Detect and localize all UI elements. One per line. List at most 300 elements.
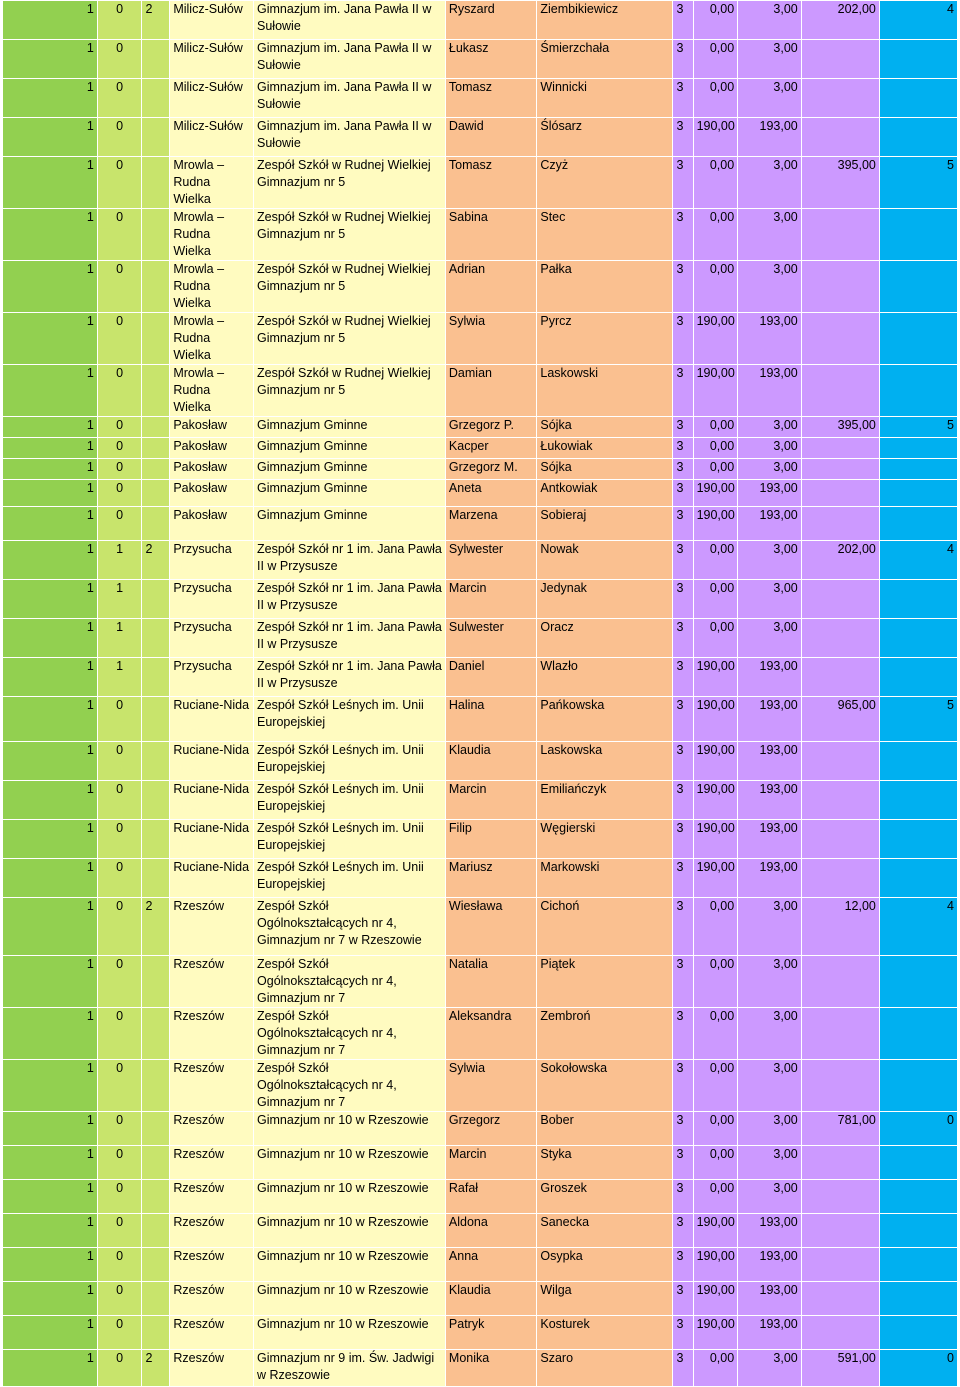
cell-rank: 4	[879, 541, 957, 580]
cell-flag-b: 0	[97, 157, 142, 209]
cell-value-1: 0,00	[693, 209, 738, 261]
cell-flag-a: 1	[3, 1112, 98, 1146]
cell-last-name: Sobieraj	[537, 507, 673, 541]
cell-school: Zespół Szkół Ogólnokształcących nr 4, Gimnazjum nr 7 w Rzeszowie	[254, 898, 446, 956]
cell-rank	[879, 1282, 957, 1316]
cell-count: 3	[673, 209, 693, 261]
cell-count: 3	[673, 781, 693, 820]
cell-flag-c	[142, 1214, 170, 1248]
cell-count: 3	[673, 118, 693, 157]
cell-last-name: Pańkowska	[537, 697, 673, 742]
cell-first-name: Natalia	[445, 956, 536, 1008]
cell-flag-c	[142, 365, 170, 417]
cell-last-name: Szaro	[537, 1350, 673, 1387]
cell-rank	[879, 1060, 957, 1112]
cell-value-1: 190,00	[693, 313, 738, 365]
cell-flag-b: 0	[97, 1214, 142, 1248]
cell-school: Zespół Szkół Leśnych im. Unii Europejskiej	[254, 859, 446, 898]
cell-count: 3	[673, 898, 693, 956]
cell-flag-b: 0	[97, 820, 142, 859]
cell-city: Przysucha	[170, 541, 254, 580]
cell-first-name: Mariusz	[445, 859, 536, 898]
cell-value-2: 3,00	[738, 898, 802, 956]
cell-last-name: Bober	[537, 1112, 673, 1146]
cell-value-2: 3,00	[738, 438, 802, 459]
cell-value-2: 3,00	[738, 1, 802, 40]
cell-first-name: Marcin	[445, 1146, 536, 1180]
cell-count: 3	[673, 742, 693, 781]
cell-last-name: Sójka	[537, 417, 673, 438]
cell-count: 3	[673, 261, 693, 313]
cell-first-name: Filip	[445, 820, 536, 859]
cell-count: 3	[673, 658, 693, 697]
table-row	[3, 658, 958, 697]
table-row	[3, 79, 958, 118]
cell-city: Mrowla – Rudna Wielka	[170, 209, 254, 261]
cell-value-2: 193,00	[738, 507, 802, 541]
cell-value-2: 193,00	[738, 1282, 802, 1316]
cell-school: Zespół Szkół w Rudnej Wielkiej Gimnazjum nr 5	[254, 313, 446, 365]
cell-flag-b: 0	[97, 118, 142, 157]
cell-value-2: 3,00	[738, 459, 802, 480]
cell-value-1: 190,00	[693, 742, 738, 781]
cell-count: 3	[673, 313, 693, 365]
cell-value-2: 193,00	[738, 658, 802, 697]
cell-city: Mrowla – Rudna Wielka	[170, 157, 254, 209]
cell-value-2: 3,00	[738, 1180, 802, 1214]
cell-first-name: Patryk	[445, 1316, 536, 1350]
table-row	[3, 118, 958, 157]
cell-flag-b: 0	[97, 459, 142, 480]
cell-flag-c	[142, 1008, 170, 1060]
cell-total	[801, 1146, 879, 1180]
cell-city: Rzeszów	[170, 898, 254, 956]
cell-total	[801, 438, 879, 459]
cell-count: 3	[673, 580, 693, 619]
cell-city: Przysucha	[170, 619, 254, 658]
cell-first-name: Marzena	[445, 507, 536, 541]
cell-flag-c: 2	[142, 1350, 170, 1387]
cell-last-name: Laskowska	[537, 742, 673, 781]
cell-flag-c	[142, 1146, 170, 1180]
cell-city: Rzeszów	[170, 1180, 254, 1214]
table-row	[3, 480, 958, 507]
cell-flag-a: 1	[3, 1008, 98, 1060]
cell-value-1: 0,00	[693, 956, 738, 1008]
cell-flag-c	[142, 459, 170, 480]
cell-last-name: Stec	[537, 209, 673, 261]
cell-rank	[879, 480, 957, 507]
cell-flag-a: 1	[3, 118, 98, 157]
cell-flag-c	[142, 742, 170, 781]
table-row	[3, 417, 958, 438]
cell-value-2: 3,00	[738, 40, 802, 79]
cell-first-name: Klaudia	[445, 1282, 536, 1316]
cell-city: Milicz-Sułów	[170, 40, 254, 79]
cell-city: Przysucha	[170, 658, 254, 697]
cell-school: Zespół Szkół w Rudnej Wielkiej Gimnazjum nr 5	[254, 365, 446, 417]
cell-last-name: Ślósarz	[537, 118, 673, 157]
cell-count: 3	[673, 820, 693, 859]
cell-total	[801, 480, 879, 507]
cell-flag-a: 1	[3, 459, 98, 480]
cell-value-1: 0,00	[693, 459, 738, 480]
cell-count: 3	[673, 1248, 693, 1282]
cell-count: 3	[673, 697, 693, 742]
cell-value-2: 3,00	[738, 157, 802, 209]
cell-rank	[879, 313, 957, 365]
table-row	[3, 697, 958, 742]
cell-flag-c: 2	[142, 898, 170, 956]
cell-flag-c	[142, 261, 170, 313]
cell-school: Zespół Szkół Leśnych im. Unii Europejskiej	[254, 781, 446, 820]
table-row	[3, 859, 958, 898]
cell-school: Zespół Szkół Leśnych im. Unii Europejskiej	[254, 820, 446, 859]
cell-flag-a: 1	[3, 859, 98, 898]
cell-city: Rzeszów	[170, 1248, 254, 1282]
table-row	[3, 261, 958, 313]
cell-flag-c	[142, 157, 170, 209]
cell-city: Rzeszów	[170, 1350, 254, 1387]
cell-count: 3	[673, 507, 693, 541]
cell-school: Gimnazjum nr 10 w Rzeszowie	[254, 1180, 446, 1214]
cell-last-name: Markowski	[537, 859, 673, 898]
table-row	[3, 1060, 958, 1112]
table-row	[3, 541, 958, 580]
cell-first-name: Tomasz	[445, 157, 536, 209]
cell-count: 3	[673, 1214, 693, 1248]
cell-flag-b: 0	[97, 40, 142, 79]
cell-count: 3	[673, 1060, 693, 1112]
cell-flag-c	[142, 438, 170, 459]
cell-flag-b: 0	[97, 859, 142, 898]
cell-total: 395,00	[801, 417, 879, 438]
cell-flag-c	[142, 1180, 170, 1214]
cell-total	[801, 209, 879, 261]
cell-school: Gimnazjum nr 10 w Rzeszowie	[254, 1248, 446, 1282]
cell-flag-b: 0	[97, 261, 142, 313]
cell-school: Gimnazjum im. Jana Pawła II w Sułowie	[254, 40, 446, 79]
cell-value-1: 0,00	[693, 1060, 738, 1112]
cell-count: 3	[673, 417, 693, 438]
cell-count: 3	[673, 459, 693, 480]
cell-count: 3	[673, 1112, 693, 1146]
cell-rank: 5	[879, 157, 957, 209]
cell-last-name: Pyrcz	[537, 313, 673, 365]
cell-value-2: 193,00	[738, 859, 802, 898]
cell-first-name: Kacper	[445, 438, 536, 459]
cell-first-name: Anna	[445, 1248, 536, 1282]
cell-flag-a: 1	[3, 40, 98, 79]
cell-school: Zespół Szkół w Rudnej Wielkiej Gimnazjum nr 5	[254, 209, 446, 261]
cell-value-1: 0,00	[693, 438, 738, 459]
cell-first-name: Sabina	[445, 209, 536, 261]
cell-city: Pakosław	[170, 480, 254, 507]
cell-last-name: Winnicki	[537, 79, 673, 118]
cell-value-2: 3,00	[738, 1350, 802, 1387]
cell-first-name: Daniel	[445, 658, 536, 697]
cell-total	[801, 619, 879, 658]
cell-value-1: 0,00	[693, 898, 738, 956]
cell-flag-b: 0	[97, 1060, 142, 1112]
cell-value-2: 3,00	[738, 619, 802, 658]
cell-value-1: 190,00	[693, 1248, 738, 1282]
table-row	[3, 619, 958, 658]
cell-value-2: 3,00	[738, 261, 802, 313]
cell-flag-c	[142, 956, 170, 1008]
cell-total	[801, 859, 879, 898]
table-row	[3, 820, 958, 859]
cell-flag-a: 1	[3, 1180, 98, 1214]
cell-flag-c	[142, 79, 170, 118]
cell-last-name: Styka	[537, 1146, 673, 1180]
cell-flag-a: 1	[3, 209, 98, 261]
cell-total	[801, 956, 879, 1008]
cell-flag-b: 1	[97, 658, 142, 697]
cell-flag-b: 0	[97, 1316, 142, 1350]
cell-value-1: 190,00	[693, 820, 738, 859]
cell-flag-a: 1	[3, 1350, 98, 1387]
cell-flag-b: 0	[97, 209, 142, 261]
cell-last-name: Laskowski	[537, 365, 673, 417]
cell-flag-c	[142, 619, 170, 658]
cell-last-name: Łukowiak	[537, 438, 673, 459]
cell-flag-a: 1	[3, 507, 98, 541]
cell-city: Milicz-Sułów	[170, 79, 254, 118]
cell-rank	[879, 1146, 957, 1180]
cell-city: Rzeszów	[170, 1146, 254, 1180]
cell-last-name: Oracz	[537, 619, 673, 658]
cell-rank	[879, 956, 957, 1008]
cell-rank	[879, 619, 957, 658]
cell-rank	[879, 1180, 957, 1214]
cell-count: 3	[673, 1180, 693, 1214]
cell-school: Zespół Szkół w Rudnej Wielkiej Gimnazjum nr 5	[254, 261, 446, 313]
cell-flag-a: 1	[3, 1316, 98, 1350]
table-row	[3, 1180, 958, 1214]
cell-count: 3	[673, 480, 693, 507]
cell-count: 3	[673, 1008, 693, 1060]
cell-flag-b: 0	[97, 1008, 142, 1060]
cell-flag-a: 1	[3, 1248, 98, 1282]
cell-flag-a: 1	[3, 580, 98, 619]
cell-rank	[879, 859, 957, 898]
cell-total	[801, 1282, 879, 1316]
cell-rank	[879, 459, 957, 480]
cell-city: Rzeszów	[170, 1316, 254, 1350]
cell-flag-a: 1	[3, 541, 98, 580]
table-row	[3, 1248, 958, 1282]
cell-last-name: Kosturek	[537, 1316, 673, 1350]
cell-value-2: 193,00	[738, 480, 802, 507]
cell-total	[801, 1180, 879, 1214]
table-row	[3, 781, 958, 820]
cell-first-name: Sulwester	[445, 619, 536, 658]
cell-value-1: 190,00	[693, 118, 738, 157]
cell-school: Gimnazjum Gminne	[254, 459, 446, 480]
cell-first-name: Wiesława	[445, 898, 536, 956]
cell-value-1: 190,00	[693, 781, 738, 820]
cell-school: Gimnazjum nr 10 w Rzeszowie	[254, 1112, 446, 1146]
cell-school: Gimnazjum Gminne	[254, 480, 446, 507]
cell-flag-b: 0	[97, 898, 142, 956]
cell-total	[801, 507, 879, 541]
cell-value-2: 193,00	[738, 1248, 802, 1282]
cell-total: 202,00	[801, 1, 879, 40]
cell-flag-c	[142, 1248, 170, 1282]
cell-value-1: 0,00	[693, 417, 738, 438]
cell-city: Milicz-Sułów	[170, 118, 254, 157]
cell-value-2: 3,00	[738, 79, 802, 118]
cell-city: Rzeszów	[170, 1060, 254, 1112]
cell-rank: 4	[879, 898, 957, 956]
cell-rank	[879, 580, 957, 619]
cell-last-name: Ziembikiewicz	[537, 1, 673, 40]
cell-city: Ruciane-Nida	[170, 697, 254, 742]
cell-value-1: 190,00	[693, 1214, 738, 1248]
table-row	[3, 40, 958, 79]
cell-flag-a: 1	[3, 261, 98, 313]
cell-flag-c	[142, 417, 170, 438]
cell-rank: 0	[879, 1350, 957, 1387]
cell-flag-c	[142, 580, 170, 619]
cell-last-name: Węgierski	[537, 820, 673, 859]
cell-first-name: Damian	[445, 365, 536, 417]
cell-last-name: Emiliańczyk	[537, 781, 673, 820]
cell-city: Mrowla – Rudna Wielka	[170, 313, 254, 365]
cell-flag-a: 1	[3, 658, 98, 697]
cell-flag-b: 0	[97, 507, 142, 541]
cell-value-1: 0,00	[693, 1008, 738, 1060]
cell-total	[801, 459, 879, 480]
cell-total	[801, 742, 879, 781]
table-row	[3, 1282, 958, 1316]
cell-school: Gimnazjum nr 9 im. Św. Jadwigi w Rzeszowie	[254, 1350, 446, 1387]
cell-value-2: 193,00	[738, 820, 802, 859]
cell-last-name: Czyż	[537, 157, 673, 209]
cell-first-name: Sylwia	[445, 1060, 536, 1112]
cell-first-name: Sylwester	[445, 541, 536, 580]
cell-flag-a: 1	[3, 781, 98, 820]
cell-flag-a: 1	[3, 1060, 98, 1112]
cell-flag-a: 1	[3, 157, 98, 209]
cell-count: 3	[673, 1350, 693, 1387]
cell-rank	[879, 507, 957, 541]
cell-last-name: Pałka	[537, 261, 673, 313]
cell-value-2: 193,00	[738, 742, 802, 781]
cell-flag-a: 1	[3, 313, 98, 365]
cell-school: Zespół Szkół nr 1 im. Jana Pawła II w Przysusze	[254, 619, 446, 658]
cell-rank	[879, 1316, 957, 1350]
cell-school: Zespół Szkół nr 1 im. Jana Pawła II w Przysusze	[254, 580, 446, 619]
cell-school: Gimnazjum Gminne	[254, 438, 446, 459]
cell-value-2: 3,00	[738, 1060, 802, 1112]
cell-city: Rzeszów	[170, 1112, 254, 1146]
cell-count: 3	[673, 40, 693, 79]
cell-last-name: Zembroń	[537, 1008, 673, 1060]
cell-flag-b: 0	[97, 1282, 142, 1316]
cell-flag-a: 1	[3, 956, 98, 1008]
cell-flag-b: 0	[97, 742, 142, 781]
cell-rank	[879, 365, 957, 417]
cell-city: Pakosław	[170, 438, 254, 459]
table-row	[3, 507, 958, 541]
cell-value-1: 0,00	[693, 1146, 738, 1180]
table-row	[3, 580, 958, 619]
cell-total	[801, 79, 879, 118]
cell-school: Zespół Szkół Leśnych im. Unii Europejskiej	[254, 742, 446, 781]
cell-first-name: Sylwia	[445, 313, 536, 365]
cell-flag-a: 1	[3, 1282, 98, 1316]
cell-flag-a: 1	[3, 742, 98, 781]
cell-value-2: 3,00	[738, 1112, 802, 1146]
results-table-body	[3, 1, 958, 1387]
cell-total	[801, 658, 879, 697]
cell-flag-c	[142, 507, 170, 541]
cell-flag-c	[142, 313, 170, 365]
cell-flag-a: 1	[3, 898, 98, 956]
cell-first-name: Klaudia	[445, 742, 536, 781]
cell-count: 3	[673, 619, 693, 658]
cell-value-1: 190,00	[693, 365, 738, 417]
cell-total	[801, 1316, 879, 1350]
cell-rank: 4	[879, 1, 957, 40]
cell-value-1: 0,00	[693, 1350, 738, 1387]
cell-first-name: Łukasz	[445, 40, 536, 79]
table-row	[3, 1146, 958, 1180]
cell-school: Gimnazjum im. Jana Pawła II w Sułowie	[254, 1, 446, 40]
cell-last-name: Cichoń	[537, 898, 673, 956]
cell-count: 3	[673, 1146, 693, 1180]
cell-school: Zespół Szkół Leśnych im. Unii Europejskiej	[254, 697, 446, 742]
cell-total	[801, 40, 879, 79]
cell-school: Zespół Szkół Ogólnokształcących nr 4, Gimnazjum nr 7	[254, 956, 446, 1008]
table-row	[3, 438, 958, 459]
cell-rank	[879, 79, 957, 118]
cell-school: Zespół Szkół nr 1 im. Jana Pawła II w Przysusze	[254, 658, 446, 697]
cell-first-name: Grzegorz P.	[445, 417, 536, 438]
cell-rank	[879, 40, 957, 79]
cell-city: Przysucha	[170, 580, 254, 619]
cell-first-name: Marcin	[445, 781, 536, 820]
cell-first-name: Adrian	[445, 261, 536, 313]
cell-city: Ruciane-Nida	[170, 742, 254, 781]
cell-last-name: Osypka	[537, 1248, 673, 1282]
cell-value-2: 193,00	[738, 1316, 802, 1350]
cell-flag-c: 2	[142, 541, 170, 580]
cell-total	[801, 1060, 879, 1112]
cell-total: 781,00	[801, 1112, 879, 1146]
cell-first-name: Halina	[445, 697, 536, 742]
cell-flag-a: 1	[3, 1214, 98, 1248]
cell-flag-a: 1	[3, 820, 98, 859]
cell-flag-a: 1	[3, 1, 98, 40]
table-row	[3, 1, 958, 40]
cell-count: 3	[673, 956, 693, 1008]
cell-count: 3	[673, 438, 693, 459]
cell-flag-c	[142, 658, 170, 697]
cell-rank	[879, 742, 957, 781]
cell-school: Gimnazjum nr 10 w Rzeszowie	[254, 1316, 446, 1350]
cell-city: Pakosław	[170, 459, 254, 480]
cell-school: Gimnazjum Gminne	[254, 507, 446, 541]
cell-count: 3	[673, 1282, 693, 1316]
cell-flag-c	[142, 781, 170, 820]
cell-value-2: 3,00	[738, 1146, 802, 1180]
cell-school: Gimnazjum Gminne	[254, 417, 446, 438]
cell-last-name: Groszek	[537, 1180, 673, 1214]
cell-first-name: Ryszard	[445, 1, 536, 40]
